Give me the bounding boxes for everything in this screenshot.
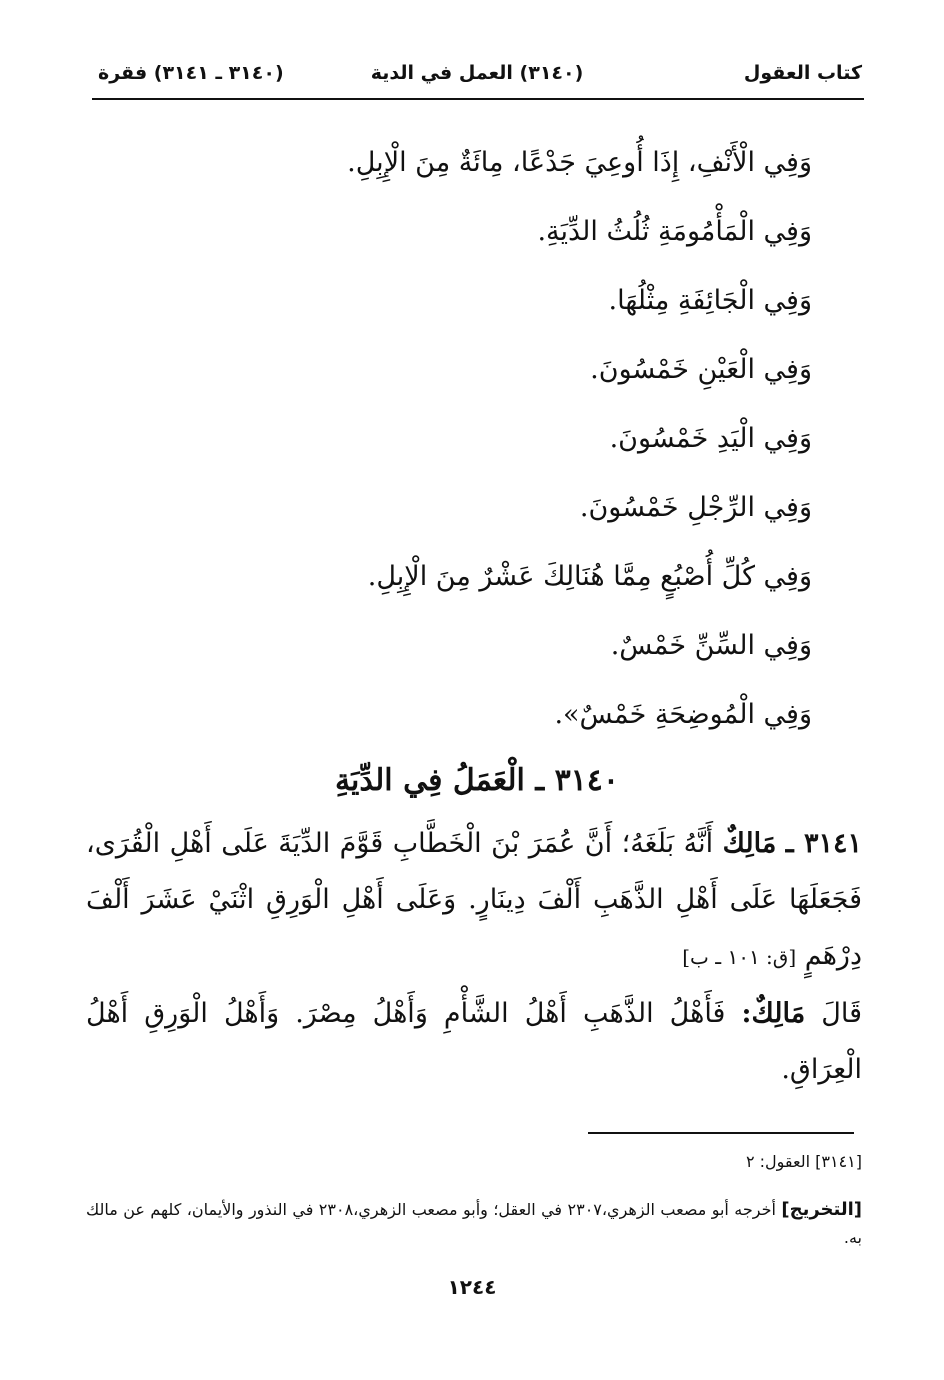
- text-line: وَفِي الْأَنْفِ، إِذَا أُوعِيَ جَدْعًا، مِائَةٌ مِنَ الْإِبِلِ.: [347, 147, 812, 178]
- text-line: وَفِي الرِّجْلِ خَمْسُونَ.: [579, 492, 812, 523]
- running-header: [92, 56, 862, 96]
- section-heading: ٣١٤٠ ـ الْعَمَلُ فِي الدِّيَةِ: [334, 763, 620, 798]
- qala-word: قَالَ: [821, 998, 862, 1029]
- text-line: وَفِي الْعَيْنِ خَمْسُونَ.: [590, 354, 812, 385]
- header-chapter-title: (٣١٤٠) العمل في الدية: [370, 62, 584, 84]
- header-paragraph-range: (٣١٤٠ ـ ٣١٤١) فقرة: [98, 62, 284, 84]
- text-line: وَفِي السِّنِّ خَمْسٌ.: [610, 630, 812, 661]
- header-book-title: كتاب العقول: [743, 62, 862, 84]
- commentary-paragraph: [86, 986, 862, 1098]
- header-divider: [92, 98, 864, 100]
- commentary-text: فَأَهْلُ الذَّهَبِ أَهْلُ الشَّأْمِ وَأَهْلُ مِصْرَ. وَأَهْلُ الْوَرِقِ أَهْلُ الْعِرَاقِ.: [86, 998, 862, 1085]
- hadith-text: أَنَّهُ بَلَغَهُ؛ أَنَّ عُمَرَ بْنَ الْخَطَّابِ قَوَّمَ الدِّيَةَ عَلَى أَهْلِ الْقُرَى، فَجَعَلَهَا عَلَى أَهْلِ الذَّهَبِ أَلْفَ دِينَارٍ. وَعَلَى أَهْلِ الْوَرِقِ اثْنَيْ عَشَرَ أَلْفَ دِرْهَمٍ: [86, 828, 862, 971]
- text-line: وَفِي الْيَدِ خَمْسُونَ.: [609, 423, 812, 454]
- narrator-name: مَالِكٌ:: [741, 998, 806, 1029]
- hadith-number: ٣١٤١ ـ: [785, 828, 862, 859]
- text-line: وَفِي الْمُوضِحَةِ خَمْسٌ».: [554, 699, 812, 730]
- footnote-divider: [588, 1132, 854, 1134]
- text-line: وَفِي الْمَأْمُومَةِ ثُلُثُ الدِّيَةِ.: [537, 216, 812, 247]
- takhrij-label: [التخريج]: [781, 1199, 863, 1220]
- text-line: وَفِي كُلِّ أُصْبُعٍ مِمَّا هُنَالِكَ عَشْرٌ مِنَ الْإِبِلِ.: [367, 561, 812, 592]
- footnote-reference: [٣١٤١] العقول: ٢: [745, 1152, 862, 1171]
- manuscript-reference: [ق: ١٠١ ـ ب]: [682, 945, 797, 969]
- takhrij-text: أخرجه أبو مصعب الزهري،٢٣٠٧ في العقل؛ وأبو مصعب الزهري،٢٣٠٨ في النذور والأيمان، كلهم عن مالك به.: [86, 1200, 862, 1247]
- narrator-name: مَالِكٌ: [722, 828, 777, 859]
- text-line: وَفِي الْجَائِفَةِ مِثْلُهَا.: [608, 285, 812, 316]
- page-number: ١٢٤٤: [447, 1275, 497, 1299]
- footnote-takhrij: [86, 1196, 862, 1252]
- hadith-paragraph: [86, 816, 862, 985]
